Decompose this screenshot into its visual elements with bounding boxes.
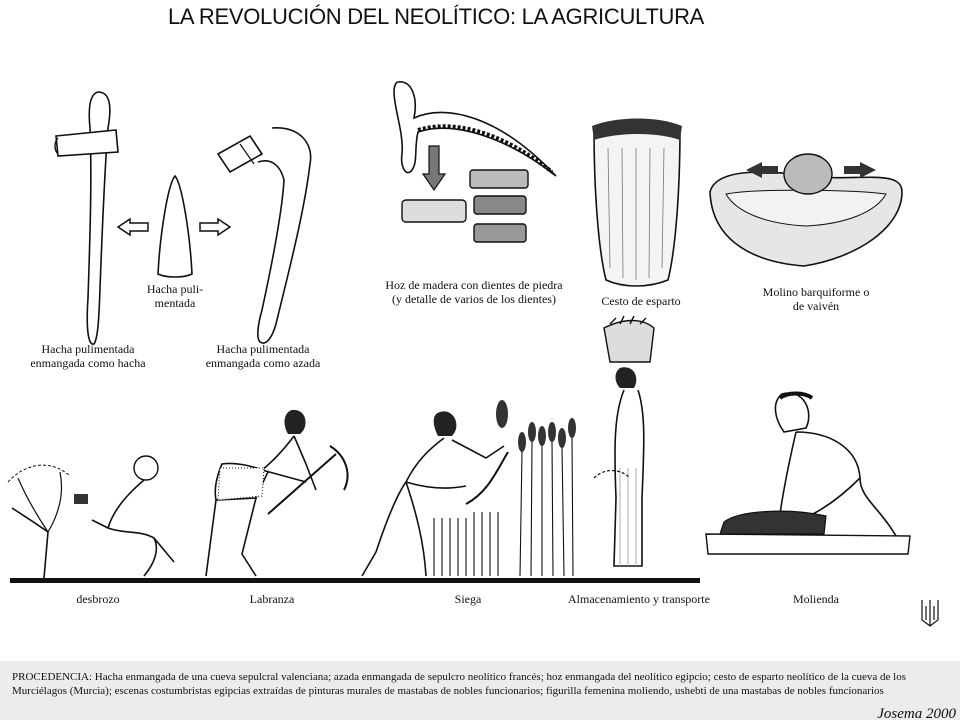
author-mark-icon: [918, 598, 942, 628]
clearing-scene-illustration: [4, 452, 194, 580]
hafted-axe-caption: Hacha pulimentada enmangada como hacha: [30, 342, 146, 370]
sickle-caption: Hoz de madera con dientes de piedra (y detalle de varios de los dientes): [385, 278, 563, 306]
saddle-quern-illustration: [706, 148, 906, 272]
scene-label-clearing: desbrozo: [76, 592, 120, 606]
scene-label-tillage: Labranza: [249, 592, 295, 606]
hafted-hoe-caption: Hacha pulimentada enmangada como azada: [205, 342, 321, 370]
sickle-teeth-illustration: [396, 166, 536, 246]
quern-caption: Molino barquiforme o de vaivén: [762, 285, 870, 313]
harvest-scene-illustration: [356, 392, 586, 580]
tillage-scene-illustration: [196, 404, 356, 580]
arrow-left-icon: [116, 218, 150, 236]
hafted-hoe-illustration: [210, 124, 320, 348]
esparto-basket-illustration: [588, 118, 686, 290]
scene-label-grinding: Molienda: [793, 592, 839, 606]
grinding-scene-illustration: [700, 388, 916, 560]
signature: Josema 2000: [877, 706, 956, 722]
ground-line: [10, 578, 700, 583]
polished-axe-head-illustration: [154, 174, 196, 280]
wheat-sheaf-icon: [496, 400, 576, 452]
page-title: LA REVOLUCIÓN DEL NEOLÍTICO: LA AGRICULTURA: [168, 4, 705, 29]
scene-label-harvest: Siega: [454, 592, 482, 606]
basket-caption: Cesto de esparto: [601, 294, 681, 308]
axe-head-caption: Hacha puli- mentada: [146, 282, 204, 310]
storage-scene-illustration: [590, 318, 670, 580]
source-text: PROCEDENCIA: Hacha enmangada de una cueva sepulcral valenciana; azada enmangada de sepulcro neolítico francés; hoz enmangada del neolítico egipcio; cesto de esparto neolítico de la cueva de los Murciélagos (Murcia); escenas costumbristas egipcias extraídas de pinturas murales de mastabas de nobles funcionarios; figurilla femenina moliendo, ushebti de una mastabas de nobles funcionarios: [12, 671, 906, 697]
scene-label-storage: Almacenamiento y transporte: [568, 592, 710, 606]
